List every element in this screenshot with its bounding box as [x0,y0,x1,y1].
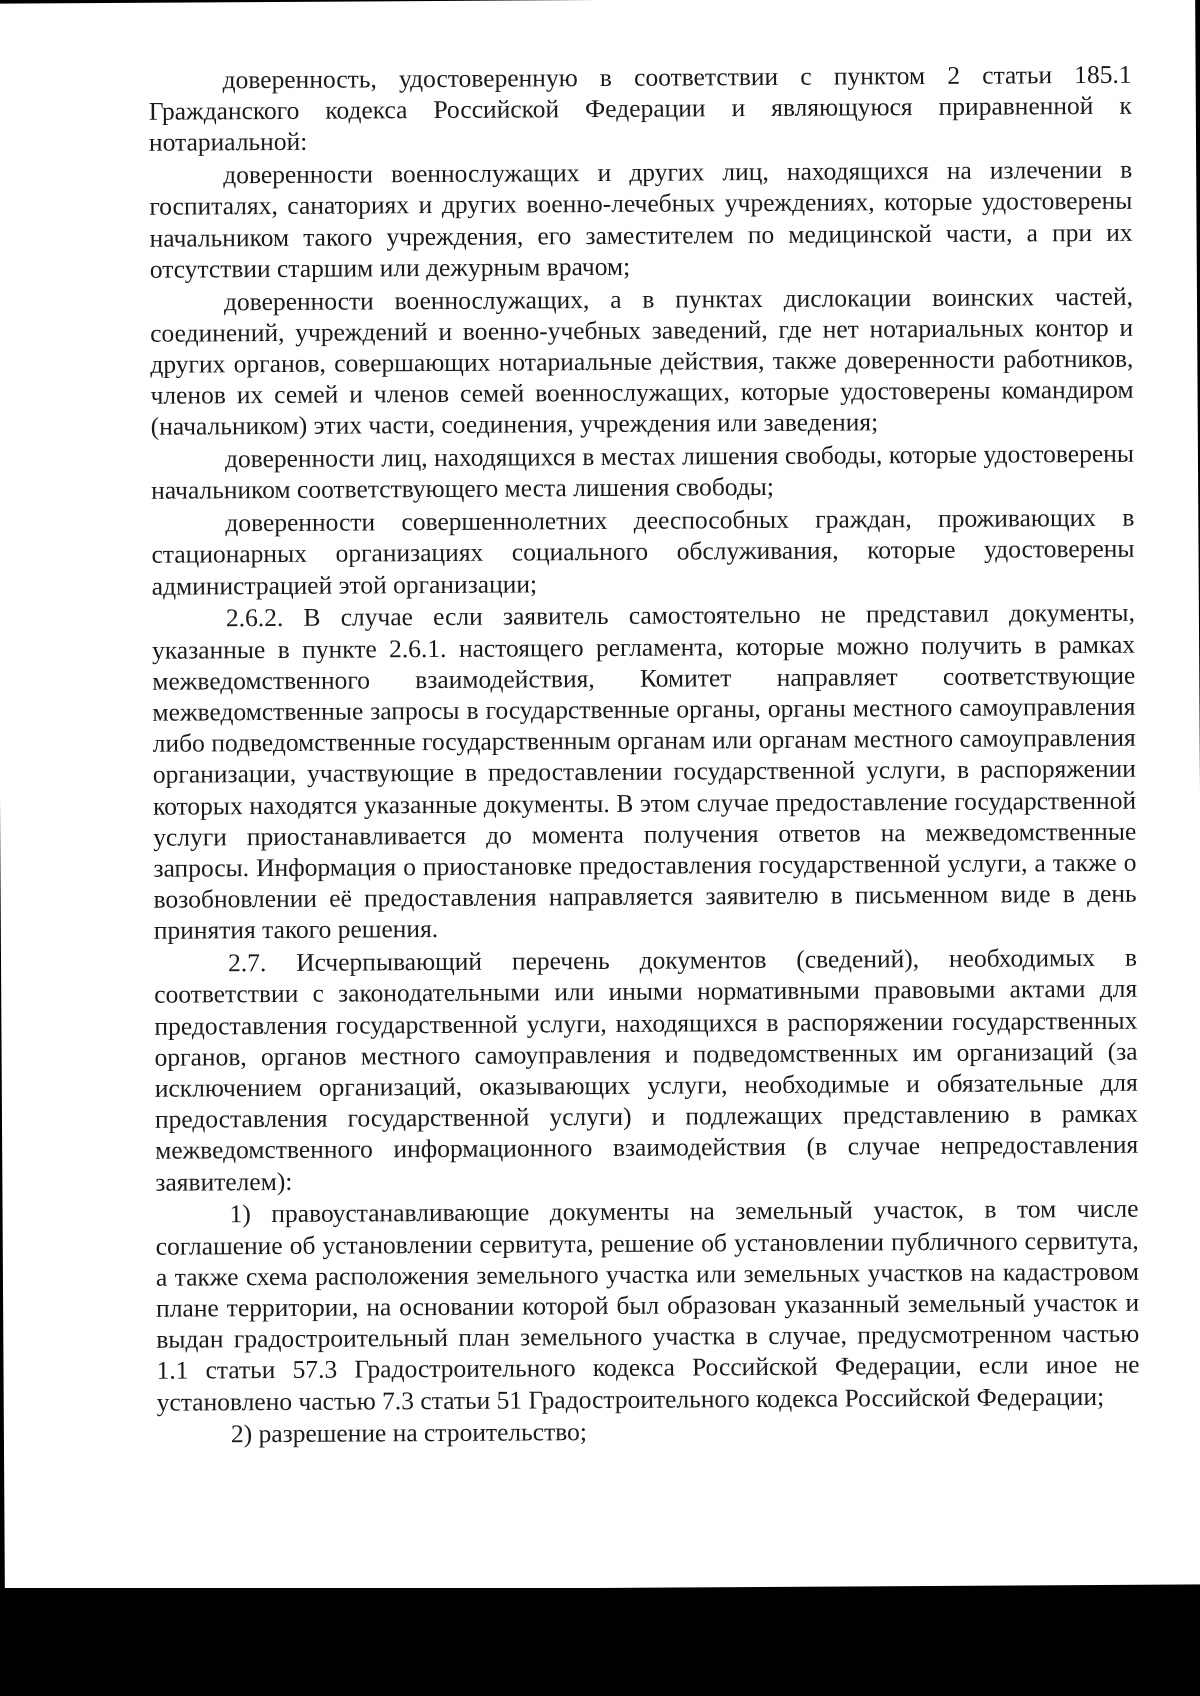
paragraph-military-hospital: доверенности военнослужащих и других лиц, находящихся на излечении в госпиталях, санаториях и других военно-лечебных учреждениях, которые удостоверены начальником такого учреждения, его заместителем по медицинской части, а при их отсутствии старшим или дежурным врачом; [149,154,1133,284]
document-body [149,59,1140,1452]
paragraph-notarial-equivalent: доверенность, удостоверенную в соответствии с пунктом 2 статьи 185.1 Гражданского кодекса Российской Федерации и являющуюся приравненной к нотариальной: [148,59,1132,158]
paragraph-2-6-2: 2.6.2. В случае если заявитель самостоятельно не представил документы, указанные в пункте 2.6.1. настоящего регламента, которые можно получить в рамках межведомственного взаимодействия, Комитет направляет соответствующие межведомственные запросы в государственные органы, органы местного самоуправления либо подведомственные государственным органам или органам местного самоуправления организации, участвующие в предоставлении государственной услуги, в распоряжении которых находятся указанные документы. В этом случае предоставление государственной услуги приостанавливается до момента получения ответов на межведомственные запросы. Информация о приостановке предоставления государственной услуги, а также о возобновлении её предоставления направляется заявителю в письменном виде в день принятия такого решения. [152,598,1137,946]
paragraph-social-service: доверенности совершеннолетних дееспособных граждан, проживающих в стационарных организациях социального обслуживания, которые удостоверены администрацией этой организации; [151,502,1135,601]
list-item-1: 1) правоустанавливающие документы на земельный участок, в том числе соглашение об установлении сервитута, решение об установлении публичного сервитута, а также схема расположения земельного участка или земельных участков на кадастровом плане территории, на основании которой был образован указанный земельный участок и выдан градостроительный план земельного участка в случае, предусмотренном частью 1.1 статьи 57.3 Градостроительного кодекса Российской Федерации, если иное не установлено частью 7.3 статьи 51 Градостроительного кодекса Российской Федерации; [155,1194,1140,1417]
paragraph-prison: доверенности лиц, находящихся в местах лишения свободы, которые удостоверены начальником соответствующего места лишения свободы; [151,438,1135,506]
paragraph-military-units: доверенности военнослужащих, а в пунктах дислокации воинских частей, соединений, учреждений и военно-учебных заведений, где нет нотариальных контор и других органов, совершающих нотариальные действия, также доверенности работников, членов их семей и членов семей военнослужащих, которые удостоверены командиром (начальником) этих части, соединения, учреждения или заведения; [150,281,1134,442]
paragraph-2-7: 2.7. Исчерпывающий перечень документов (сведений), необходимых в соответствии с законодательными или иными нормативными правовыми актами для предоставления государственной услуги, находящихся в распоряжении государственных органов, органов местного самоуправления и подведомственных им организаций (за исключением организаций, оказывающих услуги, необходимые и обязательные для предоставления государственной услуги) и подлежащих представлению в рамках межведомственного информационного взаимодействия (в случае непредоставления заявителем): [154,942,1139,1197]
list-item-2: 2) разрешение на строительство; [230,1417,588,1449]
scan-border [0,1588,1200,1696]
